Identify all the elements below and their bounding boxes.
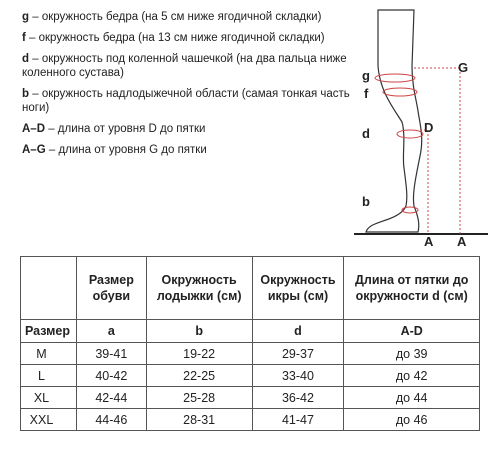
table-row: [21, 409, 480, 431]
cell-length: до 46: [344, 409, 480, 431]
label-g: g: [362, 68, 370, 83]
legend-text: – длина от уровня D до пятки: [45, 123, 206, 135]
table-row: [21, 387, 480, 409]
legend-text: – длина от уровня G до пятки: [45, 144, 207, 156]
cell-ankle: 28-31: [146, 409, 252, 431]
label-b: b: [362, 194, 370, 209]
table-subheader-row: [21, 320, 480, 343]
legend-text: – окружность бедра (на 5 см ниже ягодичной складки): [29, 11, 322, 23]
subheader-d: d: [252, 320, 344, 343]
header-empty: [21, 257, 77, 320]
label-G: G: [458, 60, 469, 75]
header-heel-length: Длина от пятки до окружности d (см): [344, 257, 480, 320]
legend-text: – окружность надлодыжечной области (самая тонкая часть ноги): [22, 88, 350, 114]
label-f: f: [364, 86, 369, 101]
cell-calf: 41-47: [252, 409, 344, 431]
subheader-size: Размер: [21, 320, 77, 343]
cell-length: до 39: [344, 343, 480, 365]
label-A-1: A: [424, 234, 434, 246]
legend: [22, 10, 360, 164]
legend-key: d: [22, 53, 30, 65]
cell-shoe: 44-46: [76, 409, 146, 431]
legend-key: f: [22, 32, 26, 44]
legend-key: A–G: [22, 144, 46, 156]
header-shoe-size: Размер обуви: [76, 257, 146, 320]
label-A-2: A: [457, 234, 467, 246]
subheader-a: a: [76, 320, 146, 343]
header-calf-circumference: Окружность икры (см): [252, 257, 344, 320]
table-header-row: [21, 257, 480, 320]
table-row: [21, 365, 480, 387]
legend-item-g: [22, 10, 360, 24]
cell-calf: 36-42: [252, 387, 344, 409]
legend-text: – окружность под коленной чашечкой (на два пальца ниже коленного сустава): [22, 53, 347, 79]
cell-length: до 44: [344, 387, 480, 409]
cell-shoe: 40-42: [76, 365, 146, 387]
legend-key: g: [22, 11, 30, 23]
cell-calf: 33-40: [252, 365, 344, 387]
cell-size: XXL: [21, 409, 77, 431]
table-row: [21, 343, 480, 365]
subheader-a-d: A-D: [344, 320, 480, 343]
cell-length: до 42: [344, 365, 480, 387]
cell-shoe: 39-41: [76, 343, 146, 365]
cell-calf: 29-37: [252, 343, 344, 365]
cell-shoe: 42-44: [76, 387, 146, 409]
subheader-b: b: [146, 320, 252, 343]
leg-measurement-illustration: [350, 6, 490, 246]
cell-size: M: [21, 343, 77, 365]
cell-size: XL: [21, 387, 77, 409]
legend-key: b: [22, 88, 30, 100]
cell-size: L: [21, 365, 77, 387]
cell-ankle: 19-22: [146, 343, 252, 365]
cell-ankle: 25-28: [146, 387, 252, 409]
legend-item-a-g: [22, 143, 360, 157]
legend-text: – окружность бедра (на 13 см ниже ягодичной складки): [25, 32, 325, 44]
label-D: D: [424, 120, 434, 135]
label-d: d: [362, 126, 370, 141]
header-ankle-circumference: Окружность лодыжки (см): [146, 257, 252, 320]
cell-ankle: 22-25: [146, 365, 252, 387]
legend-item-a-d: [22, 122, 360, 136]
size-table: [20, 256, 480, 431]
legend-item-d: [22, 52, 360, 80]
legend-key: A–D: [22, 123, 46, 135]
legend-item-b: [22, 87, 360, 115]
legend-item-f: [22, 31, 360, 45]
leg-outline: [366, 10, 422, 232]
